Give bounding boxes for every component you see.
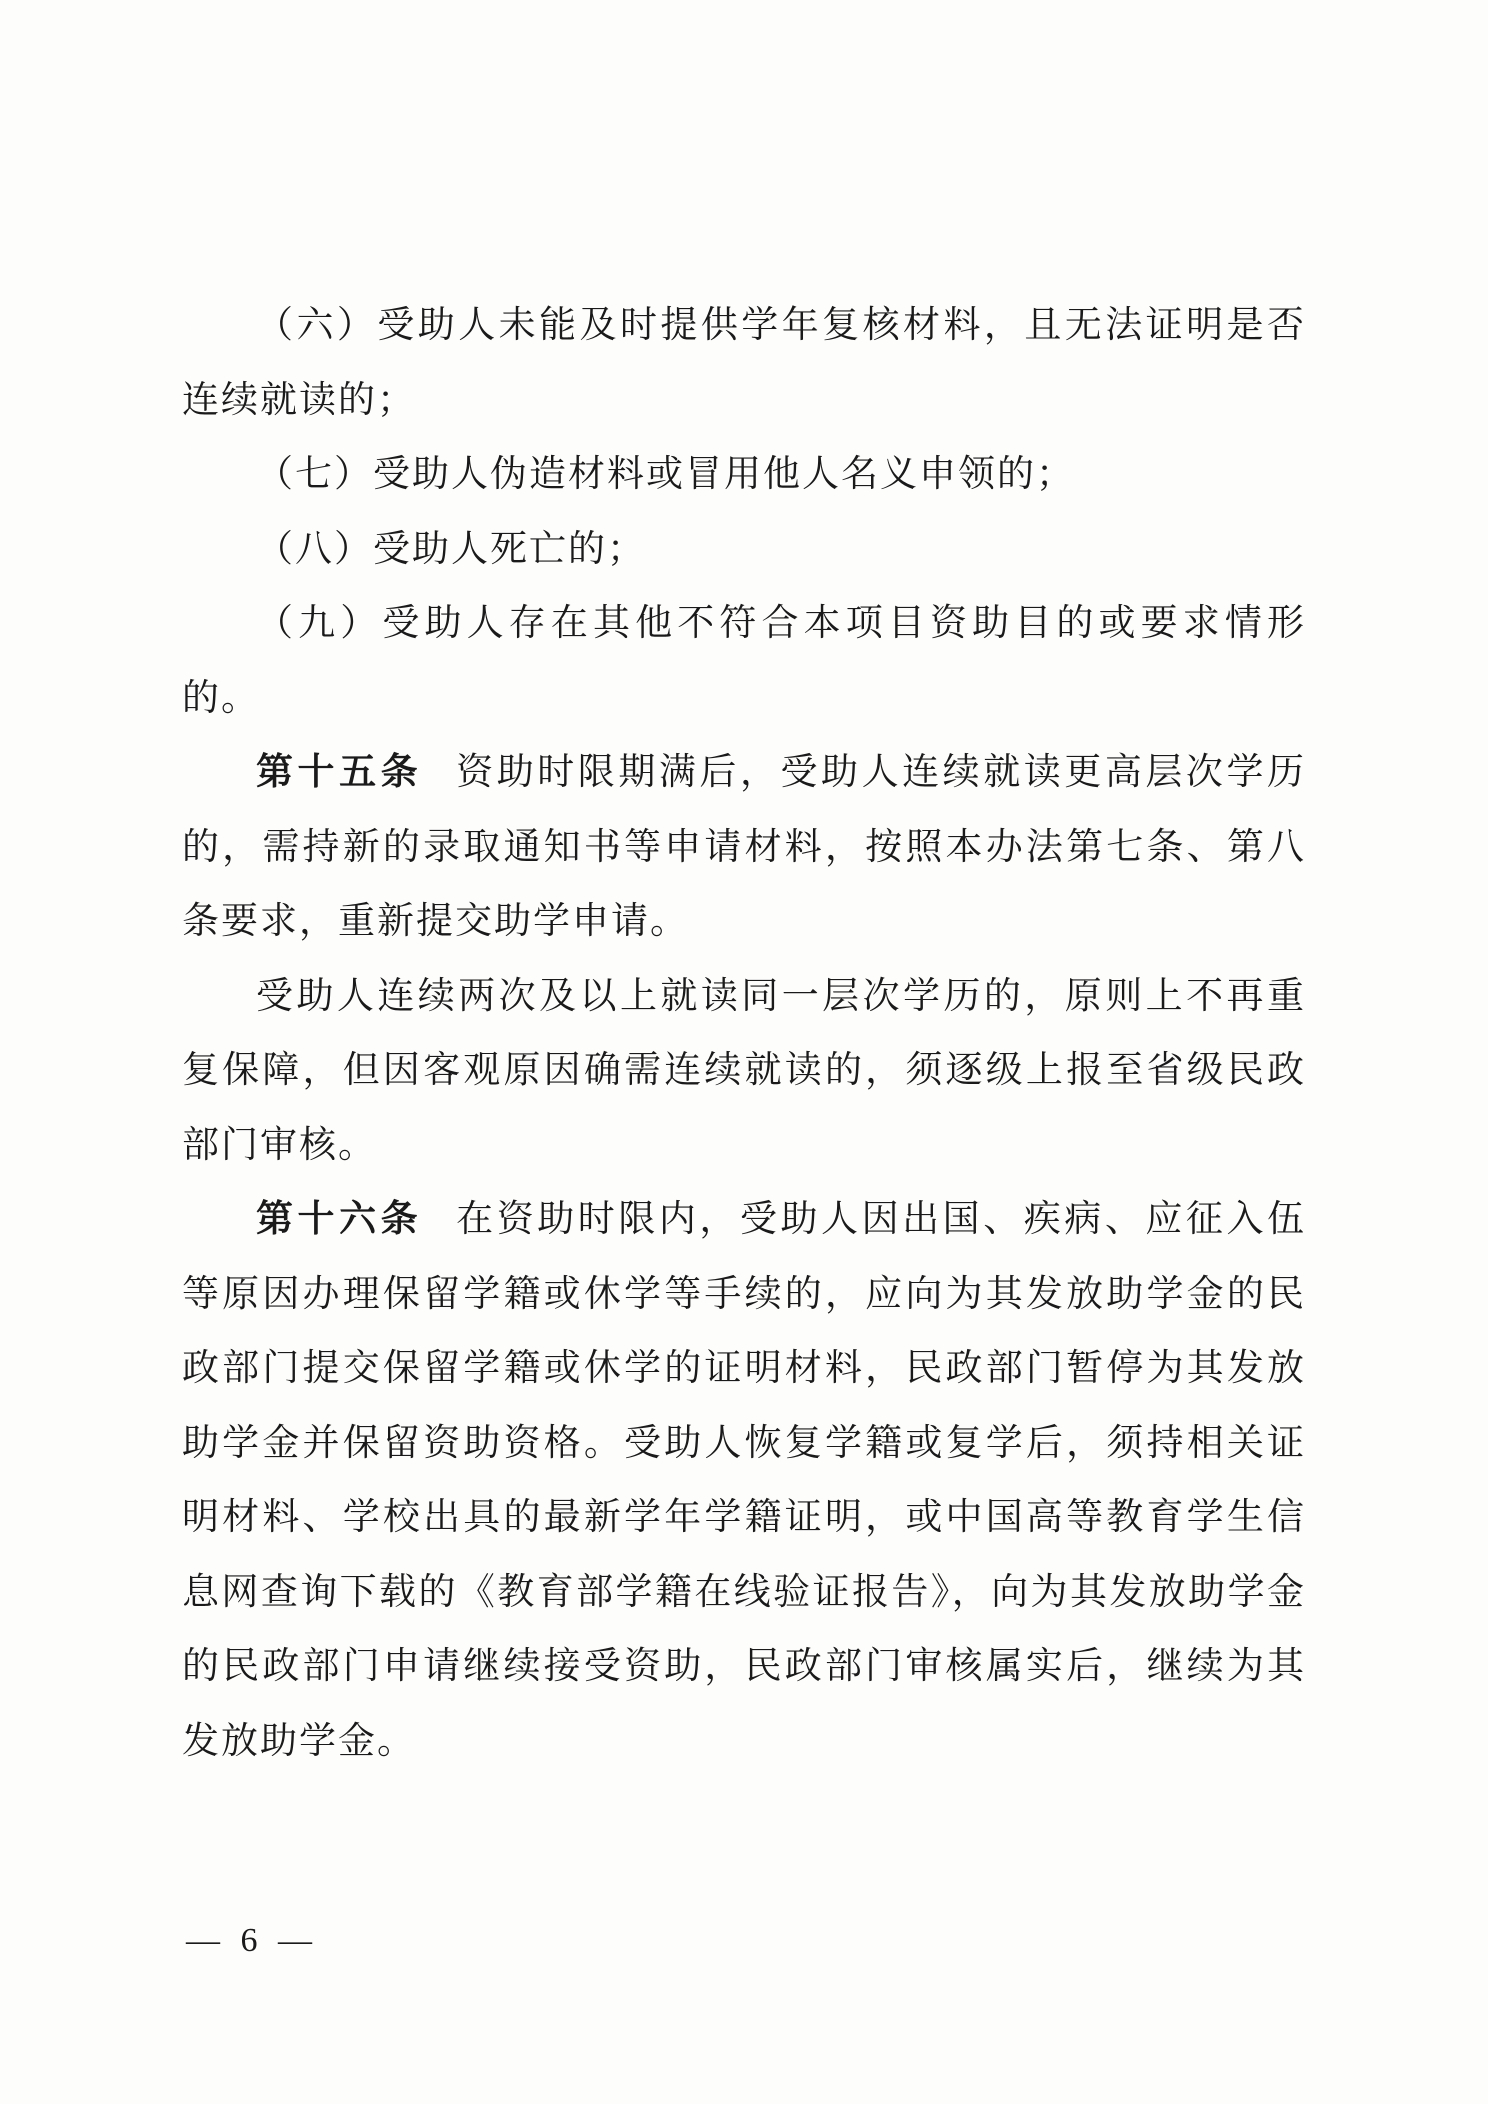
document-body: [182, 288, 1306, 1778]
paragraph-item-9: [182, 586, 1306, 735]
paragraph-item-8: [182, 512, 1306, 587]
article-15-label: 第十五条: [256, 750, 423, 793]
paragraph-text: （八）受助人死亡的；: [256, 526, 646, 570]
paragraph-text: 受助人连续两次及以上就读同一层次学历的，原则上不再重复保障，但因客观原因确需连续就读的，须逐级上报至省级民政部门审核。: [182, 973, 1306, 1166]
article-16-label: 第十六条: [256, 1197, 423, 1240]
article-16: [182, 1182, 1306, 1778]
paragraph-text: （九）受助人存在其他不符合本项目资助目的或要求情形的。: [182, 601, 1306, 719]
article-15: [182, 735, 1306, 959]
article-15-text: 资助时限期满后，受助人连续就读更高层次学历的，需持新的录取通知书等申请材料，按照本办法第七条、第八条要求，重新提交助学申请。: [182, 750, 1307, 942]
paragraph-text: （七）受助人伪造材料或冒用他人名义申领的；: [256, 452, 1075, 495]
page-number: — 6 —: [186, 1922, 318, 1959]
article-15-paragraph-2: [182, 959, 1306, 1183]
paragraph-item-7: [182, 437, 1306, 512]
article-16-text: 在资助时限内，受助人因出国、疾病、应征入伍等原因办理保留学籍或休学等手续的，应向为其发放助学金的民政部门提交保留学籍或休学的证明材料，民政部门暂停为其发放助学金并保留资助资格。受助人恢复学籍或复学后，须持相关证明材料、学校出具的最新学年学籍证明，或中国高等教育学生信息网查询下载的《教育部学籍在线验证报告》，向为其发放助学金的民政部门申请继续接受资助，民政部门审核属实后，继续为其发放助学金。: [182, 1197, 1307, 1762]
paragraph-item-6: [182, 288, 1306, 437]
paragraph-text: （六）受助人未能及时提供学年复核材料，且无法证明是否连续就读的；: [182, 303, 1306, 421]
